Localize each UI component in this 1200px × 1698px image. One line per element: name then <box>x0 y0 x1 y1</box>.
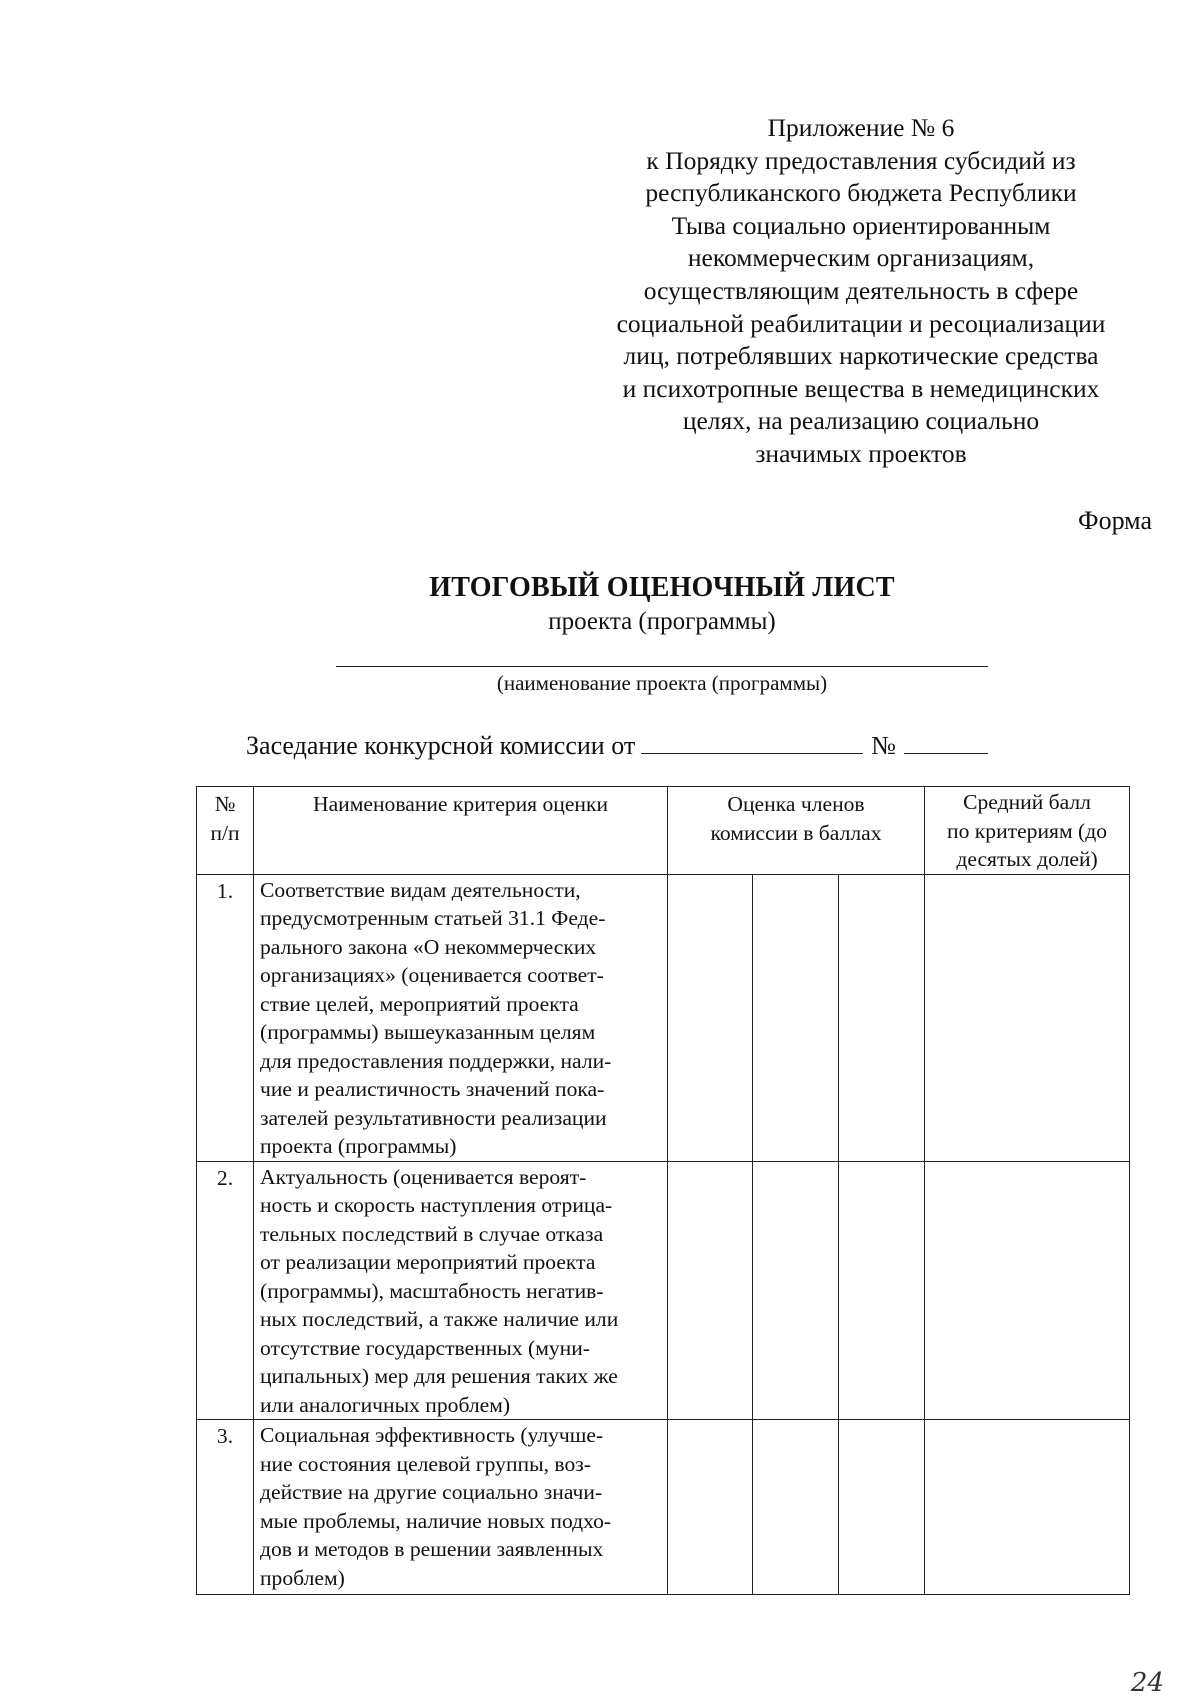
row-criterion <box>254 874 668 1161</box>
criterion-line: (программы), масштабность негатив- <box>260 1278 604 1303</box>
criterion-line: предусмотренным статьей 31.1 Феде- <box>260 906 606 930</box>
appendix-line: целях, на реализацию социально <box>682 406 1040 436</box>
score-cell-3[interactable] <box>839 874 925 1161</box>
criterion-line: рального закона «О некоммерческих <box>260 934 597 959</box>
score-cell-1[interactable] <box>668 1161 753 1420</box>
criterion-line: (программы) вышеуказанным целям <box>260 1020 596 1044</box>
score-cell-2[interactable] <box>753 874 839 1161</box>
appendix-line: к Порядку предоставления субсидий из <box>646 145 1076 175</box>
criterion-line: или аналогичных проблем) <box>260 1392 511 1417</box>
header-score <box>668 787 925 875</box>
criteria-table <box>196 786 1130 1595</box>
header-average-line: по критериям (до <box>947 818 1107 843</box>
appendix-line: некоммерческим организациям, <box>687 243 1035 273</box>
criterion-line: Соответствие видам деятельности, <box>260 877 581 902</box>
page-number: 24 <box>1130 1668 1164 1698</box>
document-subtitle: проекта (программы) <box>548 608 776 635</box>
row-number: 2. <box>197 1161 254 1420</box>
appendix-line: значимых проектов <box>755 438 967 468</box>
criterion-line: для предоставления поддержки, нали- <box>260 1048 612 1073</box>
appendix-line: осуществляющим деятельность в сфере <box>643 275 1079 305</box>
document-title: ИТОГОВЫЙ ОЦЕНОЧНЫЙ ЛИСТ <box>429 572 895 603</box>
average-cell[interactable] <box>925 1420 1130 1595</box>
row-criterion <box>254 1420 668 1595</box>
criterion-line: ность и скорость наступления отрица- <box>260 1193 613 1217</box>
header-num-line: № <box>214 792 236 816</box>
appendix-line: лиц, потреблявших наркотические средства <box>623 341 1099 371</box>
criterion-line: ципальных) мер для решения таких же <box>260 1364 618 1388</box>
meeting-number-sign: № <box>871 731 897 760</box>
criterion-line: проблем) <box>260 1565 345 1590</box>
criterion-line: Социальная эффективность (улучше- <box>260 1423 604 1447</box>
score-cell-1[interactable] <box>668 874 753 1161</box>
score-cell-2[interactable] <box>753 1420 839 1595</box>
header-num-line: п/п <box>210 820 240 845</box>
table-header-row <box>197 787 1130 875</box>
appendix-line: и психотропные вещества в немедицинских <box>622 373 1100 403</box>
score-cell-2[interactable] <box>753 1161 839 1420</box>
appendix-line: Тыва социально ориентированным <box>671 210 1051 240</box>
row-number: 1. <box>197 874 254 1161</box>
criterion-line: ние состояния целевой группы, воз- <box>260 1451 591 1476</box>
criterion-line: проекта (программы) <box>260 1134 457 1158</box>
average-cell[interactable] <box>925 874 1130 1161</box>
criterion-line: мые проблемы, наличие новых подхо- <box>260 1508 612 1533</box>
meeting-line <box>246 727 988 761</box>
criterion-line: Актуальность (оценивается вероят- <box>260 1164 587 1189</box>
table-row <box>197 1420 1130 1595</box>
appendix-line: республиканского бюджета Республики <box>645 178 1077 208</box>
average-cell[interactable] <box>925 1161 1130 1420</box>
criterion-line: ных последствий, а также наличие или <box>260 1307 619 1331</box>
header-score-line: комиссии в баллах <box>710 820 882 845</box>
criterion-line: от реализации мероприятий проекта <box>260 1250 596 1274</box>
criterion-line: организациях» (оценивается соответ- <box>260 963 604 987</box>
criterion-line: тельных последствий в случае отказа <box>260 1221 604 1246</box>
appendix-line: социальной реабилитации и ресоциализации <box>616 308 1106 338</box>
criterion-line: действие на другие социально значи- <box>260 1480 603 1504</box>
criterion-line: дов и методов в решении заявленных <box>260 1537 604 1561</box>
header-score-line: Оценка членов <box>727 792 865 816</box>
header-average-line: Средний балл <box>963 790 1091 814</box>
header-average <box>925 787 1130 875</box>
project-name-caption: (наименование проекта (программы) <box>496 671 828 695</box>
header-criterion: Наименование критерия оценки <box>254 787 668 875</box>
appendix-block <box>596 112 1126 471</box>
meeting-number-blank <box>904 727 988 754</box>
header-num <box>197 787 254 875</box>
table-row <box>197 1161 1130 1420</box>
criterion-line: ствие целей, мероприятий проекта <box>260 991 579 1016</box>
row-number: 3. <box>197 1420 254 1595</box>
project-name-blank <box>336 666 988 667</box>
criterion-line: отсутствие государственных (муни- <box>260 1335 590 1360</box>
header-average-line: десятых долей) <box>956 847 1098 871</box>
meeting-label: Заседание конкурсной комиссии от <box>246 731 636 760</box>
criterion-line: чие и реалистичность значений пока- <box>260 1077 605 1101</box>
table-row <box>197 874 1130 1161</box>
row-criterion <box>254 1161 668 1420</box>
score-cell-3[interactable] <box>839 1420 925 1595</box>
score-cell-1[interactable] <box>668 1420 753 1595</box>
form-label: Форма <box>1078 506 1152 535</box>
appendix-line: Приложение № 6 <box>767 113 955 142</box>
criterion-line: зателей результативности реализации <box>260 1105 607 1130</box>
score-cell-3[interactable] <box>839 1161 925 1420</box>
meeting-date-blank <box>641 727 863 754</box>
